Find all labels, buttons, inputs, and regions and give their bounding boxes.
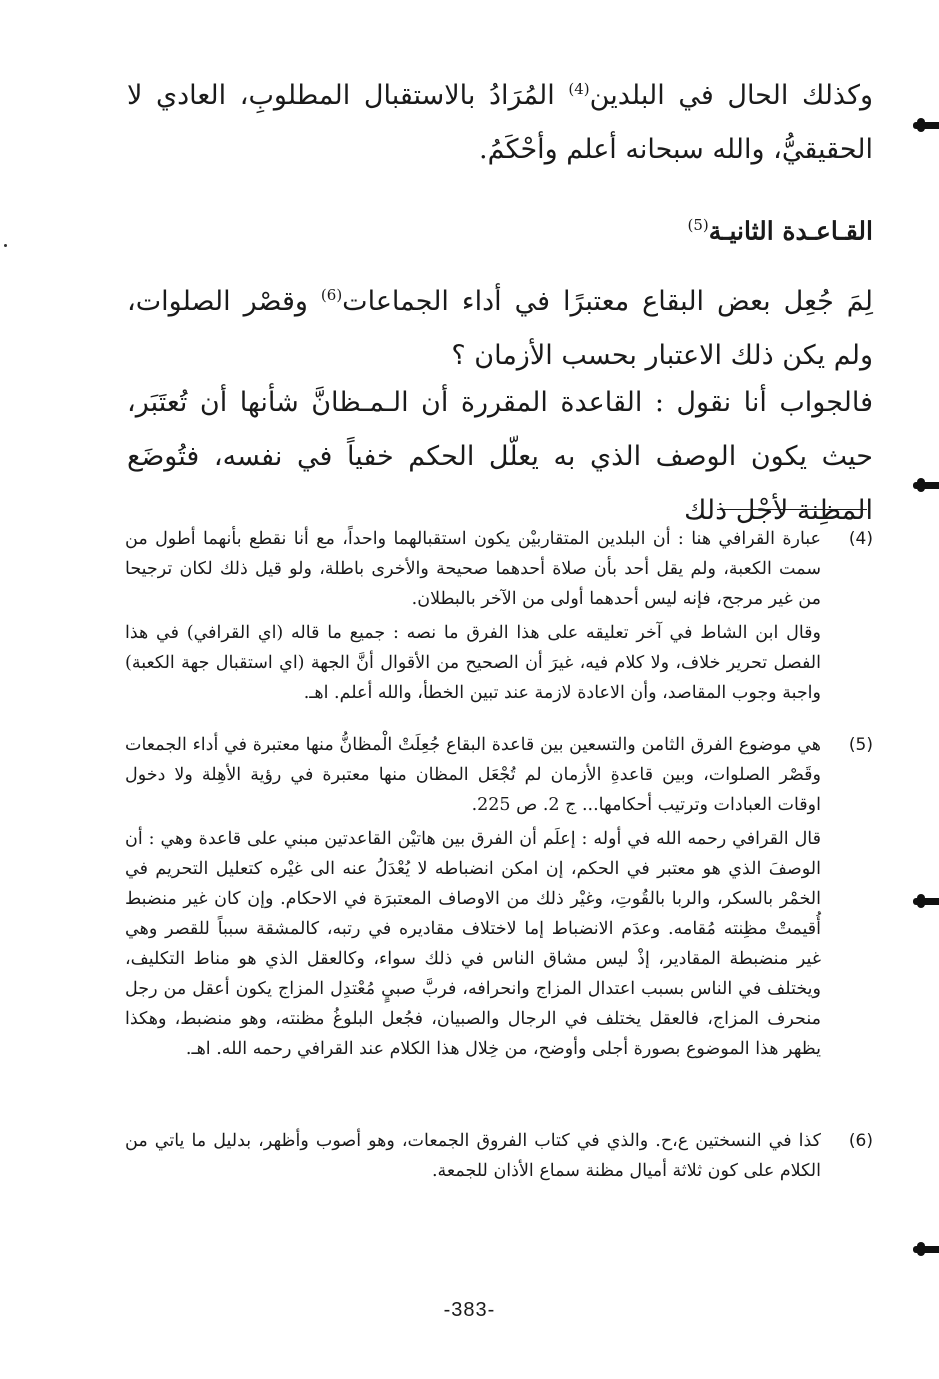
scan-speck — [4, 244, 7, 247]
main-paragraph-1 — [127, 62, 873, 177]
paragraph-text: وقصْر الصلوات، ولم يكن ذلك الاعتبار بحسب الأزمان ؟ — [127, 286, 873, 371]
main-paragraph-3: فالجواب أنا نقول : القاعدة المقررة أن الـمـظانَّ شأنها أن تُعتَبَر، حيث يكون الوصف الذي به يعلّل الحكم خفياً في نفسه، فتُوضَع المظِنة لأجْل ذلك — [127, 387, 873, 526]
main-paragraph-2 — [127, 268, 873, 383]
paragraph-text: وكذلك الحال في البلدين — [589, 80, 873, 111]
footnote-paragraph: وقال ابن الشاط في آخر تعليقه على هذا الفرق ما نصه : جميع ما قاله (اي القرافي) في هذا الفصل تحرير خلاف، ولا كلام فيه، غيرَ أن الصحيح من الأقوال أنَّ الجهة (اي استقبال جهة الكعبة) واجبة وجوب المقاصد، وأن الاعادة لازمة عند تبين الخطأ، والله أعلم. اهـ. — [125, 623, 821, 703]
footnote-number: (6) — [848, 1131, 873, 1151]
footnote-body — [125, 730, 821, 1064]
footnote-number: (5) — [848, 735, 873, 755]
section-heading — [127, 205, 873, 251]
paragraph-text: لِمَ جُعِل بعض البقاع معتبرًا في أداء الجماعات — [342, 286, 873, 317]
footnote-ref-5[interactable]: (5) — [687, 216, 709, 234]
footnote-ref-4[interactable]: (4) — [568, 80, 590, 98]
footnote-paragraph: قال القرافي رحمه الله في أوله : إعلَم أن الفرق بين هاتيْن القاعدتين مبني على قاعدة وهي : أن الوصفَ الذي هو معتبر في الحكم، إن امكن انضباطه لا يُعْدَلُ عنه الى غيْره كتعليل التحريم في الخمْر بالسكر، والربا بالقُوتِ، وغيْر ذلك من الاوصاف المعتبرَة في الاحكام. وإن كان غير منضبط أُقيمتْ مظِنته مُقامه. وعدَم الانضباط إما لاختلاف مقاديره في رتبه، كالمشقة سبباً للقصر وهي غير منضبطة المقادير، إذْ ليس مشاق الناس في ذلك سواء، وكالعقل الذي هو مناط التكليف، ويختلف في الناس بسبب اعتدال المزاج وانحرافه، فربَّ صبيٍ مُعْتدِل المزاج يكون أعقل من رجل منحرف المزاج، فالعقل يختلف في الرجال والصبيان، فجُعل البلوغُ مظنته، وهو منضبط، وهكذا يظهر هذا الموضوع بصورة أجلى وأوضح، من خِلال هذا الكلام عند القرافي رحمه الله. اهـ. — [125, 829, 821, 1059]
footnote-5 — [125, 730, 873, 1064]
heading-text: القـاعـدة الثانيـة — [708, 216, 873, 246]
scan-edge-mark — [913, 1246, 939, 1253]
scan-edge-mark — [913, 122, 939, 129]
footnote-separator — [717, 509, 867, 510]
footnote-paragraph: هي موضوع الفرق الثامن والتسعين بين قاعدة البقاع جُعِلَتْ الْمظانُّ منها معتبرة في أداء الجمعات وقَصْر الصلوات، وبين قاعدةِ الأزمان لم تُجْعَل المظان منها معتبرة في رؤية الأهِلة ولا دخول اوقات العبادات وترتيب أحكامها... ج 2. ص 225. — [125, 735, 821, 815]
paragraph-text: المُرَادُ بالاستقبال المطلوبِ، العادي لا الحقيقيُّ، والله سبحانه أعلم وأحْكَمُ. — [127, 80, 873, 165]
page-number: -383- — [443, 1299, 496, 1321]
footnote-number: (4) — [848, 529, 873, 549]
footnote-body — [125, 1126, 821, 1186]
footnote-4 — [125, 524, 873, 708]
footnote-body — [125, 524, 821, 708]
footnote-paragraph: عبارة القرافي هنا : أن البلدين المتقاربيْن يكون استقبالهما واحداً، مع أنا نقطع بأنهما أطول من سمت الكعبة، ولم يقل أحد بأن صلاة أحدهما صحيحة والأخرى باطلة، ولو قيل ذلك لكان ترجيحا من غير مرجح، فإنه ليس أحدهما أولى من الآخر بالبطلان. — [125, 529, 821, 609]
footnote-paragraph: كذا في النسختين ع،ح. والذي في كتاب الفروق الجمعات، وهو أصوب وأظهر، بدليل ما ياتي من الكلام على كون ثلاثة أميال مظنة سماع الأذان للجمعة. — [125, 1131, 821, 1181]
scan-edge-mark — [913, 898, 939, 905]
footnote-6 — [125, 1126, 873, 1186]
scan-edge-mark — [913, 482, 939, 489]
footnote-ref-6[interactable]: (6) — [320, 286, 343, 304]
